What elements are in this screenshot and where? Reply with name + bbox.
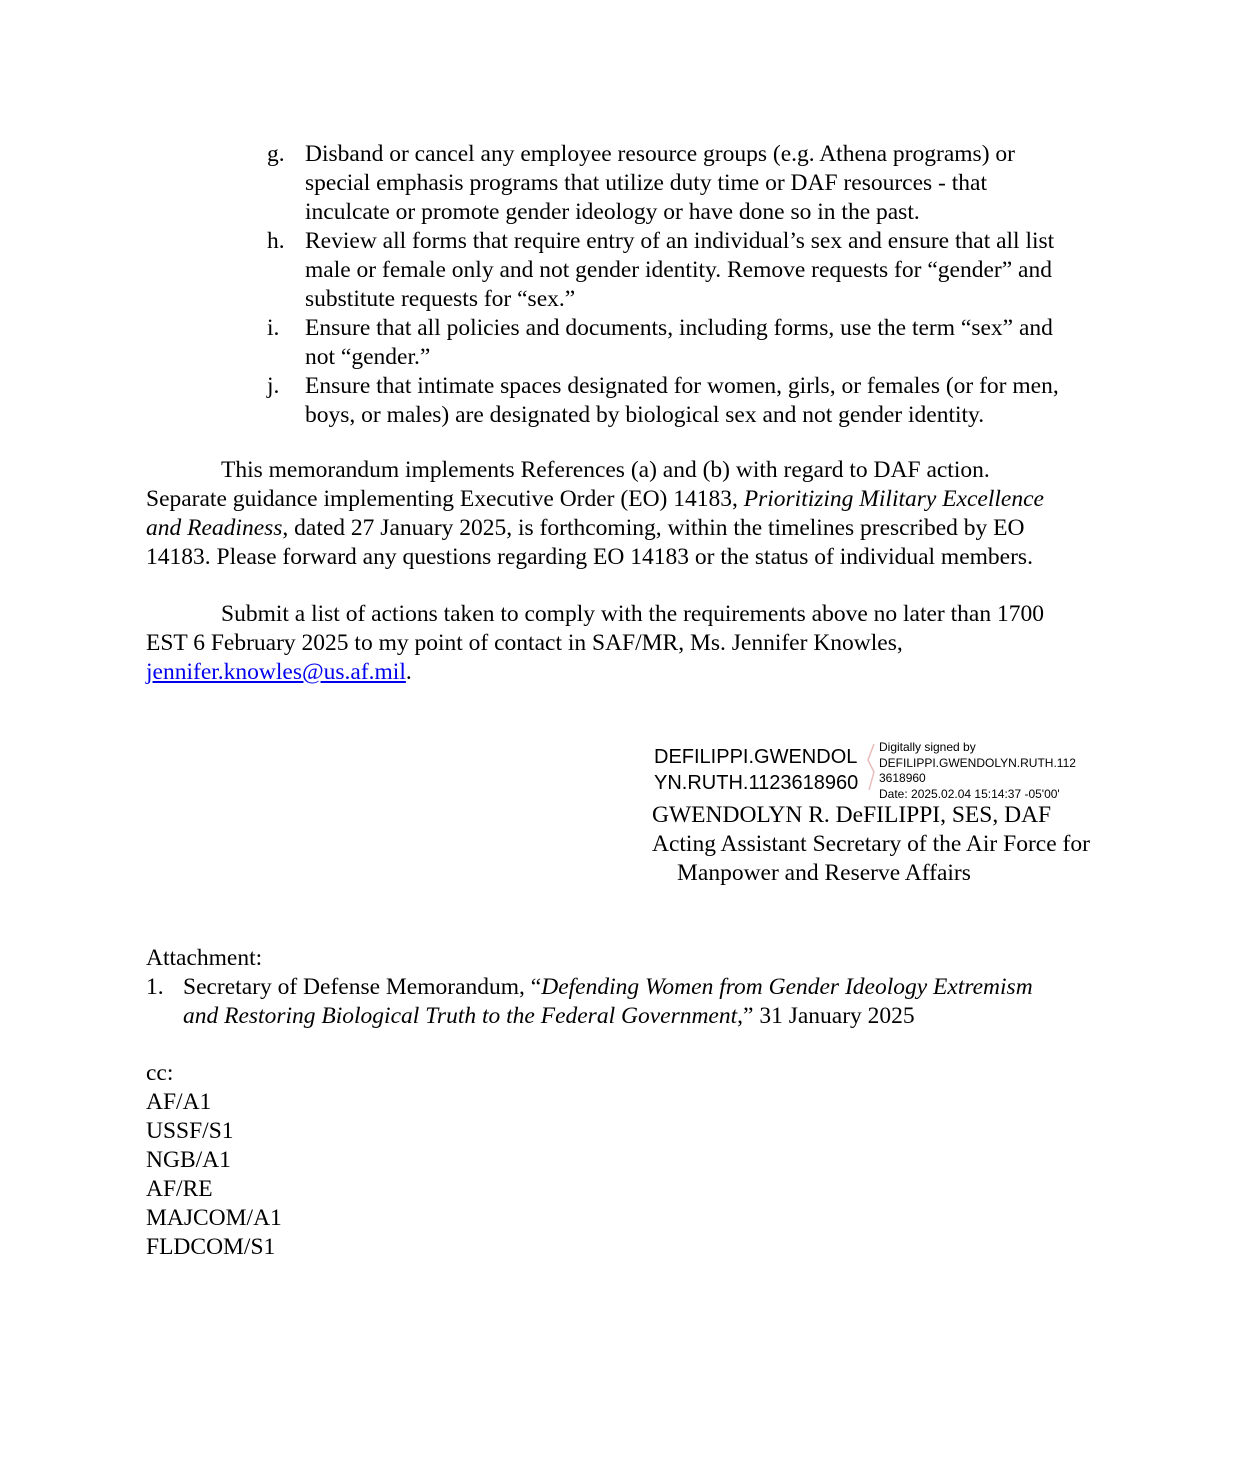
paragraph-text: Separate guidance implementing Executive Order (EO) 14183, (146, 486, 744, 512)
memo-title-italic: and Restoring Biological Truth to the Federal Government (183, 1003, 738, 1029)
cc-recipient: MAJCOM/A1 (146, 1205, 282, 1231)
paragraph-line: EST 6 February 2025 to my point of contact in SAF/MR, Ms. Jennifer Knowles, (146, 630, 903, 656)
cc-heading: cc: (146, 1060, 174, 1086)
eo-title-italic: and Readiness (146, 515, 283, 541)
paragraph-text: . (405, 659, 412, 685)
cc-recipient: FLDCOM/S1 (146, 1234, 276, 1260)
list-marker: j. (267, 373, 280, 399)
attachment-section (146, 944, 1033, 1031)
list-text-line: not “gender.” (305, 344, 431, 370)
cc-section (146, 1059, 282, 1262)
eo-title-italic: Prioritizing Military Excellence (743, 486, 1044, 512)
list-text-line: Ensure that intimate spaces designated for women, girls, or females (or for men, (305, 373, 1059, 399)
list-text-line: special emphasis programs that utilize duty time or DAF resources - that (305, 170, 987, 196)
cc-recipient: AF/RE (146, 1176, 213, 1202)
signature-detail-line: Digitally signed by (879, 740, 976, 754)
contact-email-link[interactable]: jennifer.knowles@us.af.mil (146, 659, 406, 685)
paragraph-line (146, 485, 1136, 514)
cc-recipient: NGB/A1 (146, 1147, 231, 1173)
list-item-j (267, 372, 1147, 430)
paragraph-text: , dated 27 January 2025, is forthcoming, within the timelines prescribed by EO (282, 515, 1025, 541)
list-item-h (267, 227, 1147, 314)
list-text-line: Disband or cancel any employee resource groups (e.g. Athena programs) or (305, 141, 1015, 167)
signature-details (879, 740, 1076, 802)
signature-detail-line: 3618960 (879, 771, 926, 785)
list-marker: h. (267, 228, 285, 254)
cc-recipient: AF/A1 (146, 1089, 212, 1115)
cc-recipient: USSF/S1 (146, 1118, 234, 1144)
list-text-line: inculcate or promote gender ideology or have done so in the past. (305, 199, 920, 225)
submission-paragraph (146, 600, 1136, 687)
signature-detail-line: Date: 2025.02.04 15:14:37 -05'00' (879, 786, 1060, 801)
list-marker: g. (267, 141, 285, 167)
list-text-line: Ensure that all policies and documents, including forms, use the term “sex” and (305, 315, 1053, 341)
list-marker: i. (267, 315, 280, 341)
paragraph-line (146, 658, 1136, 687)
action-list (267, 140, 1147, 430)
attachment-text: ,” 31 January 2025 (737, 1003, 915, 1029)
signer-block (652, 801, 1090, 888)
signer-title: Acting Assistant Secretary of the Air Force for (652, 831, 1090, 857)
attachment-heading: Attachment: (146, 945, 263, 971)
signature-detail-line: DEFILIPPI.GWENDOLYN.RUTH.112 (879, 755, 1076, 770)
list-item-g (267, 140, 1147, 227)
paragraph-line: Submit a list of actions taken to comply with the requirements above no later than 1700 (221, 601, 1044, 627)
attachment-number: 1. (146, 974, 164, 1000)
list-text-line: substitute requests for “sex.” (305, 286, 576, 312)
signature-mark-icon (864, 742, 878, 792)
signer-title: Manpower and Reserve Affairs (677, 860, 971, 886)
signature-name-line: DEFILIPPI.GWENDOL (654, 746, 858, 768)
list-item-i (267, 314, 1147, 372)
attachment-text: Secretary of Defense Memorandum, “ (183, 974, 542, 1000)
implementation-paragraph (146, 456, 1136, 572)
memo-title-italic: Defending Women from Gender Ideology Extremism (541, 974, 1033, 1000)
paragraph-line: 14183. Please forward any questions regarding EO 14183 or the status of individual members. (146, 544, 1033, 570)
signer-name: GWENDOLYN R. DeFILIPPI, SES, DAF (652, 802, 1052, 828)
list-text-line: Review all forms that require entry of an individual’s sex and ensure that all list (305, 228, 1055, 254)
list-text-line: boys, or males) are designated by biological sex and not gender identity. (305, 402, 985, 428)
list-text-line: male or female only and not gender identity. Remove requests for “gender” and (305, 257, 1052, 283)
paragraph-line: This memorandum implements References (a) and (b) with regard to DAF action. (221, 457, 990, 483)
attachment-item (146, 1002, 1033, 1031)
signature-certificate-name (654, 744, 858, 796)
attachment-item (146, 973, 1033, 1002)
paragraph-line (146, 514, 1136, 543)
signature-name-line: YN.RUTH.1123618960 (654, 772, 859, 794)
